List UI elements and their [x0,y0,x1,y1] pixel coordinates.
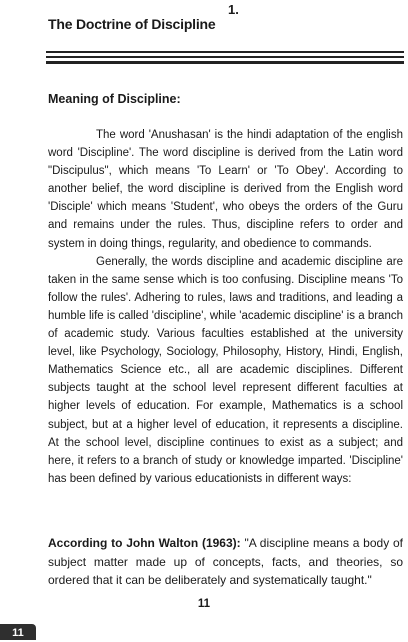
header-rule-top [46,51,404,53]
body-text [48,126,403,488]
header-rule-middle [46,56,404,58]
page-tab: 11 [0,624,36,640]
quote-source: According to John Walton (1963): [48,536,241,550]
paragraph-1: The word 'Anushasan' is the hindi adaptation of the english word 'Discipline'. The word discipline is derived from the Latin word "Discipulus", which means 'To Learn' or 'To Obey'. According to another belief, the word discipline is derived from the English word 'Disciple' which means 'Student', who obeys the orders of the Guru and remains under the rules. Thus, discipline refers to order and system in doing things, regularity, and obedience to commands. [48,129,403,250]
page-number: 11 [197,598,211,610]
chapter-number: 1. [228,2,239,17]
header-rule-bottom [46,61,404,64]
paragraph-2: Generally, the words discipline and academic discipline are taken in the same sense which is too confusing. Discipline means 'To follow the rules'. Adhering to rules, laws and traditions, and leading a humble life is called 'discipline', while 'academic discipline' is a branch of academic study. Various faculties established at the university level, like Psychology, Sociology, Philosophy, History, Hindi, English, Mathematics Science etc., all are academic disciplines. Different subjects taught at the school level represent different faculties at higher levels of education. For example, Mathematics is a school subject, but at a higher level of education, it represents a discipline. At the school level, discipline continues to exist as a subject; and here, it refers to a branch of study or knowledge imparted. 'Discipline' has been defined by various educationists in different ways: [48,255,403,485]
section-heading: Meaning of Discipline: [48,92,181,106]
definition-quote [48,534,403,590]
quote-text: "A discipline means a body of subject matter made up of concepts, facts, and theories, so ordered that it can be deliberately and systematically taught." [48,536,403,587]
chapter-title: The Doctrine of Discipline [48,16,216,32]
